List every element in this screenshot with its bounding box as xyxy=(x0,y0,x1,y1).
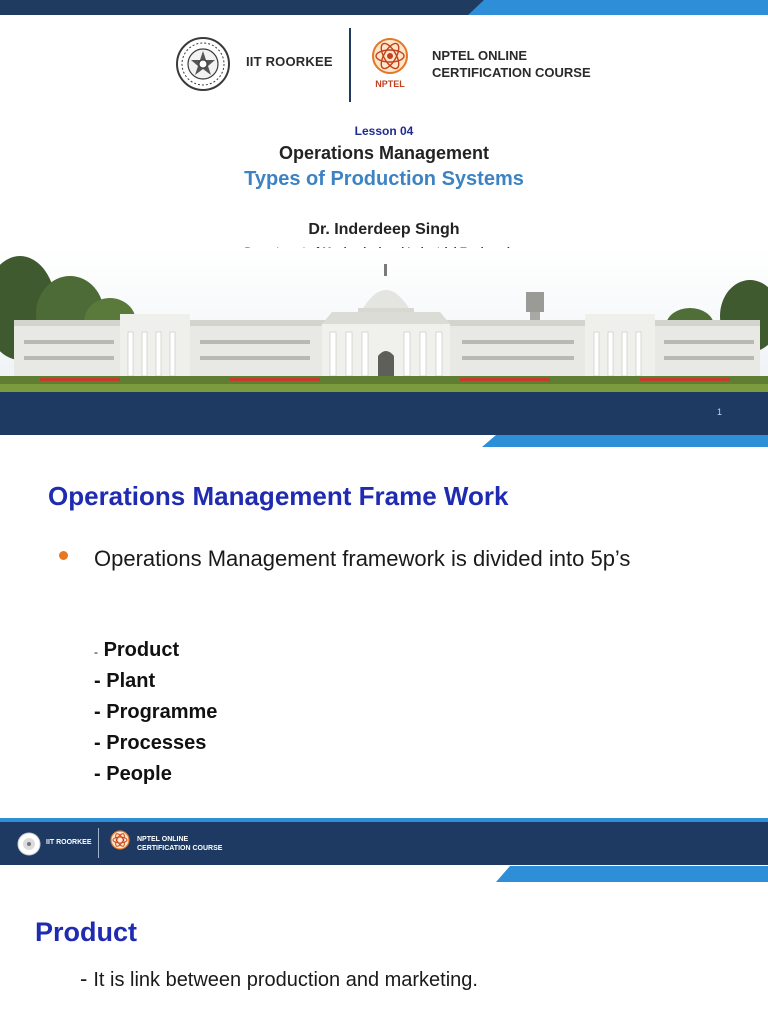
list-dash: - xyxy=(94,701,101,723)
list-item-label: Processes xyxy=(106,732,207,754)
title-slide xyxy=(0,0,768,447)
list-dash: - xyxy=(94,763,101,785)
list-item xyxy=(94,759,217,790)
topic-title: Types of Production Systems xyxy=(244,168,524,190)
nptel-logo-icon xyxy=(370,36,410,90)
course-line-1: NPTEL ONLINE xyxy=(432,48,528,63)
footer-course-line-2: CERTIFICATION COURSE xyxy=(137,845,223,852)
author-name: Dr. Inderdeep Singh xyxy=(308,221,460,238)
list-item xyxy=(94,697,217,728)
list-item-label: Programme xyxy=(106,701,218,723)
list-item xyxy=(94,666,217,697)
list-dash: - xyxy=(94,645,98,659)
institute-name: IIT ROORKEE xyxy=(246,54,333,69)
course-name xyxy=(432,47,591,81)
bottom-spacer xyxy=(0,435,486,447)
subject-title: Operations Management xyxy=(278,143,490,163)
footer-course xyxy=(137,835,222,853)
footer-course-line-1: NPTEL ONLINE xyxy=(137,836,189,843)
nptel-logo-icon xyxy=(110,829,130,857)
iit-roorkee-seal-icon xyxy=(175,36,231,92)
definition-line xyxy=(80,966,478,992)
page-number: 1 xyxy=(716,407,722,417)
slide-footer xyxy=(0,822,768,865)
bullet-icon xyxy=(59,551,68,560)
bullet-text: Operations Management framework is divided into 5p’s xyxy=(94,546,631,571)
slide-title: Product xyxy=(35,917,138,947)
logo-divider xyxy=(349,28,351,102)
logo-header xyxy=(0,28,768,108)
framework-slide xyxy=(0,447,768,865)
footer-institute: IIT ROORKEE xyxy=(46,839,92,846)
list-item-label: People xyxy=(106,763,172,785)
list-item-label: Plant xyxy=(106,670,156,692)
slide-top-accent xyxy=(496,866,768,882)
product-slide xyxy=(0,865,768,1024)
lesson-number: Lesson 04 xyxy=(354,124,414,138)
list-item-label: Product xyxy=(103,639,180,661)
list-dash: - xyxy=(94,670,101,692)
iit-roorkee-seal-icon xyxy=(17,832,41,856)
top-band-accent xyxy=(468,0,768,15)
main-building-image xyxy=(0,248,768,392)
nptel-logo-text: NPTEL xyxy=(375,79,405,89)
bottom-band xyxy=(0,392,768,435)
footer-divider xyxy=(98,828,99,858)
definition-dash: - xyxy=(80,966,88,991)
list-dash: - xyxy=(94,732,101,754)
slide-title: Operations Management Frame Work xyxy=(48,481,509,511)
definition-text: It is link between production and marketing. xyxy=(93,969,478,991)
list-item xyxy=(94,728,217,759)
five-ps-list xyxy=(94,635,217,790)
list-item xyxy=(94,635,217,666)
bottom-accent xyxy=(482,435,768,447)
course-line-2: CERTIFICATION COURSE xyxy=(432,65,591,80)
